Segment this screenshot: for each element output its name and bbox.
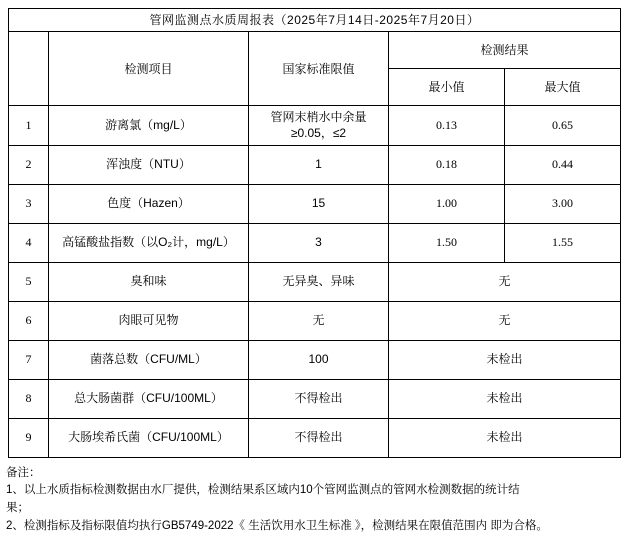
notes-line-1: 1、以上水质指标检测数据由水厂提供，检测结果系区域内10个管网监测点的管网水检测数据的统计结	[6, 484, 520, 497]
row-min: 0.13	[389, 106, 505, 145]
row-result: 无	[389, 301, 621, 340]
row-index: 2	[9, 145, 49, 184]
row-result: 无	[389, 262, 621, 301]
row-standard: 15	[249, 184, 389, 223]
row-result: 未检出	[389, 379, 621, 418]
table-row	[9, 184, 621, 223]
row-min: 0.18	[389, 145, 505, 184]
row-standard: 无	[249, 301, 389, 340]
report-page	[0, 8, 628, 540]
notes-line-2: 2、检测指标及指标限值均执行GB5749-2022《 生活饮用水卫生标准 》，检测结果在限值范围内 即为合格。	[6, 520, 548, 532]
row-max: 0.44	[505, 145, 621, 184]
row-result: 未检出	[389, 418, 621, 457]
header-index	[9, 32, 49, 106]
row-item: 总大肠菌群（CFU/100ML）	[49, 379, 249, 418]
water-quality-report-table	[8, 8, 621, 458]
row-item: 高锰酸盐指数（以O₂计，mg/L）	[49, 223, 249, 262]
row-index: 3	[9, 184, 49, 223]
table-row	[9, 262, 621, 301]
row-standard: 3	[249, 223, 389, 262]
row-min: 1.00	[389, 184, 505, 223]
table-row	[9, 145, 621, 184]
row-index: 6	[9, 301, 49, 340]
row-index: 9	[9, 418, 49, 457]
table-row	[9, 340, 621, 379]
row-standard: 管网末梢水中余量≥0.05，≤2	[249, 106, 389, 145]
row-min: 1.50	[389, 223, 505, 262]
notes-section	[6, 465, 622, 536]
row-index: 4	[9, 223, 49, 262]
header-min: 最小值	[389, 69, 505, 106]
row-index: 5	[9, 262, 49, 301]
row-item: 臭和味	[49, 262, 249, 301]
row-max: 3.00	[505, 184, 621, 223]
header-standard: 国家标准限值	[249, 32, 389, 106]
row-standard: 不得检出	[249, 379, 389, 418]
header-max: 最大值	[505, 69, 621, 106]
row-index: 1	[9, 106, 49, 145]
notes-heading: 备注：	[6, 466, 41, 479]
table-header-row-1	[9, 32, 621, 69]
row-max: 0.65	[505, 106, 621, 145]
table-row	[9, 106, 621, 145]
table-row	[9, 418, 621, 457]
row-max: 1.55	[505, 223, 621, 262]
table-row	[9, 223, 621, 262]
row-item: 游离氯（mg/L）	[49, 106, 249, 145]
row-standard: 100	[249, 340, 389, 379]
row-item: 肉眼可见物	[49, 301, 249, 340]
row-standard: 无异臭、异味	[249, 262, 389, 301]
row-index: 7	[9, 340, 49, 379]
table-title-row	[9, 9, 621, 32]
notes-line-1-continued: 果；	[6, 502, 29, 515]
row-item: 浑浊度（NTU）	[49, 145, 249, 184]
report-title: 管网监测点水质周报表（2025年7月14日-2025年7月20日）	[9, 9, 621, 32]
row-item: 菌落总数（CFU/ML）	[49, 340, 249, 379]
row-standard: 1	[249, 145, 389, 184]
table-row	[9, 379, 621, 418]
row-index: 8	[9, 379, 49, 418]
header-item: 检测项目	[49, 32, 249, 106]
row-item: 色度（Hazen）	[49, 184, 249, 223]
header-result: 检测结果	[389, 32, 621, 69]
row-result: 未检出	[389, 340, 621, 379]
row-item: 大肠埃希氏菌（CFU/100ML）	[49, 418, 249, 457]
row-standard: 不得检出	[249, 418, 389, 457]
table-row	[9, 301, 621, 340]
